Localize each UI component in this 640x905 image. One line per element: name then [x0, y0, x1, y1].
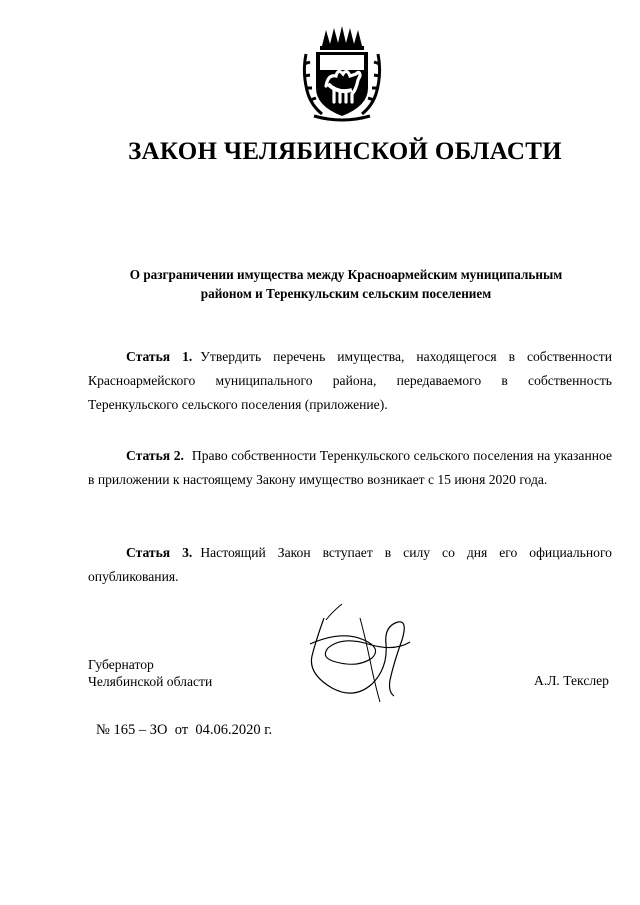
handwritten-signature — [302, 600, 422, 710]
law-title: ЗАКОН ЧЕЛЯБИНСКОЙ ОБЛАСТИ — [128, 138, 562, 165]
article-3 — [88, 541, 612, 589]
law-subject — [90, 265, 602, 303]
law-subject-line-1: О разграничении имущества между Красноармейским муниципальным — [129, 267, 563, 282]
article-2-label: Статья 2. — [126, 448, 184, 463]
signer-name: А.Л. Текслер — [534, 673, 609, 688]
signatory-position-line-2: Челябинской области — [88, 674, 213, 689]
coat-of-arms-icon — [300, 24, 384, 124]
signatory-position — [88, 656, 212, 690]
article-3-label: Статья 3. — [126, 545, 193, 560]
article-3-text: Настоящий Закон вступает в силу со дня его официального опубликования. — [88, 545, 612, 584]
article-2 — [88, 444, 612, 492]
article-1-label: Статья 1. — [126, 349, 193, 364]
article-2-text: Право собственности Теренкульского сельского поселения на указанное в приложении к настоящему Закону имущество возникает с 15 июня 2020 года. — [88, 448, 612, 487]
law-number: № 165 – ЗО от 04.06.2020 г. — [96, 722, 273, 738]
law-subject-line-2: районом и Теренкульским сельским поселением — [200, 286, 492, 301]
article-1 — [88, 345, 612, 417]
signatory-position-line-1: Губернатор — [88, 657, 154, 672]
article-1-text: Утвердить перечень имущества, находящегося в собственности Красноармейского муниципального района, передаваемого в собственность Теренкульского сельского поселения (приложение). — [88, 349, 612, 412]
